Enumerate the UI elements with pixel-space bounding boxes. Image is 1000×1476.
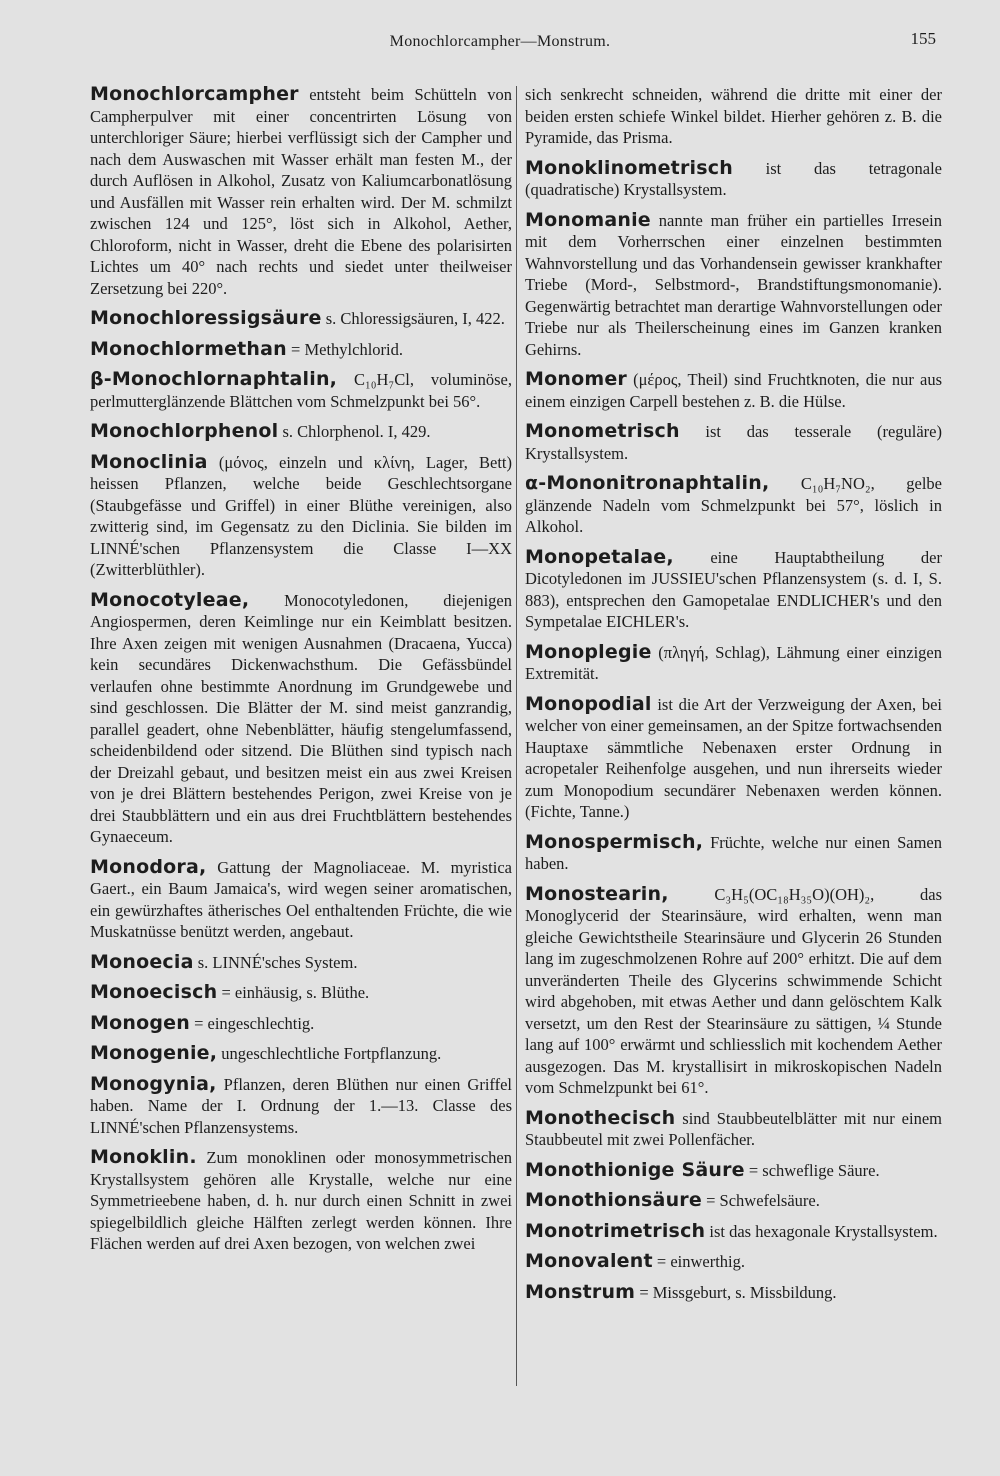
entry-text: ist das hexagonale Krystallsystem. (705, 1221, 938, 1241)
dictionary-entry (525, 1282, 942, 1304)
entry-headword: Monostearin, (525, 882, 669, 905)
entry-text: Zum monoklinen oder monosymmetrischen Krystallsystem gehören alle Krystalle, welche nur eine Symmetrieebene haben, d. h. nur durch einen Schnitt in zwei spiegelbildlich gleiche Hälften zerlegt werden können. Ihre Flächen werden auf drei Axen bezogen, von welchen zwei (90, 1148, 512, 1253)
entry-headword: Monovalent (525, 1250, 653, 1272)
entry-text: (μέρος, Theil) sind Fruchtknoten, die nur aus einem einzigen Carpell bestehen z. B. die Hülse. (525, 370, 942, 411)
dictionary-entry (90, 1043, 512, 1065)
dictionary-entry (90, 982, 512, 1004)
entry-text: C₁₀H₇Cl, voluminöse, perlmutterglänzende Blättchen vom Schmelzpunkt bei 56°. (90, 370, 512, 411)
entry-headword: Monoklinometrisch (525, 156, 733, 179)
dictionary-entry (90, 1074, 512, 1139)
entry-text: sich senkrecht schneiden, während die dritte mit einer der beiden ersten schiefe Winkel bildet. Hierher gehören z. B. die Pyramide, das Prisma. (525, 85, 942, 147)
entry-text: entsteht beim Schütteln von Campherpulver mit einer concentrirten Lösung von unterchloriger Säure; hierbei verflüssigt sich der Campher und nach dem Auswaschen mit Wasser erhält man festen M., der durch Auflösen in Alkohol, Zusatz von Kaliumcarbonatlösung und Ausfällen mit Wasser rein erhalten wird. Der M. schmilzt zwischen 124 und 125°, löst sich in Alkohol, Aether, Chloroform, nicht in Wasser, dreht die Ebene des polarisirten Lichtes um 40° nach rechts und siedet unter theilweiser Zersetzung bei 220°. (90, 85, 512, 298)
entry-text: Früchte, welche nur einen Samen haben. (525, 832, 942, 873)
dictionary-entry (90, 339, 512, 361)
dictionary-entry (525, 694, 942, 823)
entry-headword: Monogenie, (90, 1042, 218, 1064)
dictionary-entry (525, 547, 942, 633)
left-column (90, 84, 512, 1262)
dictionary-entry (525, 832, 942, 875)
entry-text: = Missgeburt, s. Missbildung. (635, 1282, 837, 1302)
dictionary-entry (525, 210, 942, 361)
dictionary-entry (90, 857, 512, 943)
entry-text: s. LINNÉ'sches System. (193, 952, 358, 972)
dictionary-entry (90, 421, 512, 443)
entry-text: = einhäusig, s. Blüthe. (217, 983, 370, 1002)
entry-headword: Monopodial (525, 692, 652, 715)
dictionary-entry (90, 452, 512, 581)
dictionary-entry (525, 473, 942, 538)
dictionary-entry (525, 884, 942, 1099)
dictionary-entry (90, 1013, 512, 1035)
dictionary-entry (525, 369, 942, 412)
entry-headword: Monogynia, (90, 1072, 217, 1095)
entry-headword: Monochlorphenol (90, 420, 279, 442)
entry-headword: Monometrisch (525, 420, 680, 442)
dictionary-entry (90, 369, 512, 412)
dictionary-entry (525, 84, 942, 149)
entry-text: Pflanzen, deren Blüthen nur einen Griffel haben. Name der I. Ordnung der 1.—13. Classe des LINNÉ'schen Pflanzensystems. (90, 1074, 512, 1137)
entry-text: ungeschlechtliche Fortpflanzung. (217, 1044, 442, 1063)
entry-text: = Methylchlorid. (286, 339, 403, 359)
entry-headword: Monoplegie (525, 640, 652, 663)
running-header: Monochlorcampher—Monstrum. (389, 33, 611, 50)
entry-headword: β-Monochlornaphtalin, (90, 368, 338, 390)
dictionary-entry (525, 1108, 942, 1151)
entry-text: s. Chloressigsäuren, I, 422. (321, 309, 505, 328)
entry-text: Monocotyledonen, diejenigen Angiospermen, deren Keimlinge nur ein Keimblatt besitzen. Ihre Axen zeigen mit wenigen Ausnahmen (Dracaena, Yucca) kein secundäres Dickenwachsthum. Die Gefässbündel verlaufen ohne bestimmte Anordnung im Grundgewebe und sind geschlossen. Die Blätter der M. sind meist ganzrandig, parallel geadert, ohne Nebenblätter, häufig stengelumfassend, scheidenbildend oder sitzend. Die Blüthen sind typisch nach der Dreizahl gebaut, und besitzen meist ein aus zwei Kreisen von je drei Blättern bestehendes Perigon, zwei Kreise von je drei Staubblättern und ein aus drei Fruchtblättern bestehendes Gynaeceum. (90, 590, 512, 846)
entry-text: (πληγή, Schlag), Lähmung einer einzigen Extremität. (525, 642, 942, 683)
page-number: 155 (910, 29, 936, 48)
dictionary-entry (90, 952, 512, 974)
entry-headword: Monomanie (525, 208, 651, 231)
entry-headword: Monstrum (525, 1280, 636, 1303)
entry-headword: Monochlorcampher (90, 83, 299, 105)
entry-headword: Monothecisch (525, 1106, 676, 1129)
entry-headword: Monothionsäure (525, 1189, 702, 1211)
entry-headword: Monoecisch (90, 981, 218, 1003)
entry-headword: Monochlormethan (90, 337, 287, 360)
entry-headword: Monothionige Säure (525, 1158, 745, 1181)
entry-headword: Monotrimetrisch (525, 1219, 706, 1242)
dictionary-entry (90, 1147, 512, 1255)
entry-text: ist das tesserale (reguläre) Krystallsystem. (525, 422, 942, 463)
dictionary-entry (525, 1221, 942, 1243)
entry-headword: Monogen (90, 1011, 190, 1034)
entry-text: s. Chlorphenol. I, 429. (278, 422, 431, 441)
dictionary-entry (525, 1251, 942, 1273)
entry-text: = Schwefelsäure. (701, 1191, 820, 1210)
entry-headword: Monocotyleae, (90, 588, 250, 611)
dictionary-entry (90, 84, 512, 299)
entry-headword: Monomer (525, 368, 627, 390)
entry-headword: α-Mononitronaphtalin, (525, 472, 770, 494)
dictionary-entry (525, 642, 942, 685)
dictionary-entry (90, 308, 512, 330)
entry-headword: Monoecia (90, 950, 194, 973)
entry-text: ist die Art der Verzweigung der Axen, bei welcher von einer gemeinsamen, an der Spitze fortwachsenden Hauptaxe sämmtliche Nebenaxen erster Ordnung in acropetaler Reihenfolge ausgehen, und nun ihrerseits wieder zum Monopodium secundärer Nebenaxen werden können. (Fichte, Tanne.) (525, 694, 942, 821)
column-divider (516, 86, 517, 1386)
entry-text: = schweflige Säure. (744, 1160, 880, 1180)
entry-text: nannte man früher ein partielles Irresein mit dem Vorherrschen einer einzelnen bestimmten Wahnvorstellung und das Vorhandensein gewisser krankhafter Triebe (Mord-, Selbstmord-, Brandstiftungsmonomanie). Gegenwärtig betrachtet man derartige Wahnvorstellungen oder Triebe nur als Theilerscheinung eines im Ganzen kranken Gehirns. (525, 210, 942, 359)
dictionary-entry (525, 1160, 942, 1182)
dictionary-entry (525, 421, 942, 464)
entry-headword: Monoclinia (90, 450, 208, 473)
entry-text: sind Staubbeutelblätter mit nur einem Staubbeutel mit zwei Pollenfächer. (525, 1108, 942, 1149)
entry-text: C₃H₅(OC₁₈H₃₅O)(OH)₂, das Monoglycerid der Stearinsäure, wird erhalten, wenn man gleiche Gewichtstheile Stearinsäure und Glycerin 26 Stunden lang im zugeschmolzenen Rohre auf 200° erhitzt. Die auf dem unveränderten Theile des Glycerins schwimmende Schicht wird abgehoben, mit etwas Aether und dann gelöschtem Kalk versetzt, um den Rest der Stearinsäure zu sättigen, ¼ Stunde lang auf 100° erwärmt und schliesslich mit kochendem Aether ausgezogen. Das M. krystallisirt in mikroskopischen Nadeln vom Schmelzpunkt bei 61°. (525, 884, 942, 1097)
entry-text: = eingeschlechtig. (189, 1013, 315, 1033)
entry-headword: Monochloressigsäure (90, 307, 322, 329)
entry-headword: Monospermisch, (525, 830, 704, 853)
entry-text: C₁₀H₇NO₂, gelbe glänzende Nadeln vom Schmelzpunkt bei 57°, löslich in Alkohol. (525, 474, 942, 536)
entry-headword: Monodora, (90, 855, 207, 878)
entry-text: = einwerthig. (652, 1252, 746, 1271)
right-column (525, 84, 942, 1310)
entry-text: (μόνος, einzeln und κλίνη, Lager, Bett) heissen Pflanzen, welche beide Geschlechtsorgane (Staubgefässe und Griffel) in einer Blüthe vereinigen, also zwitterig sind, im Gegensatz zu den Diclinia. Sie bilden im LINNÉ'schen Pflanzensystem die Classe I—XX (Zwitterblüthler). (90, 452, 512, 579)
dictionary-entry (525, 158, 942, 201)
entry-text: eine Hauptabtheilung der Dicotyledonen im JUSSIEU'schen Pflanzensystem (s. d. I, S. 883), entsprechen den Gamopetalae ENDLICHER's und den Sympetalae EICHLER's. (525, 547, 942, 631)
entry-text: ist das tetragonale (quadratische) Krystallsystem. (525, 158, 942, 199)
entry-headword: Monopetalae, (525, 545, 674, 568)
entry-text: Gattung der Magnoliaceae. M. myristica Gaert., ein Baum Jamaica's, wird wegen seiner aromatischen, ein gewürzhaftes ätherisches Oel enthaltenden Früchte, die wie Muskatnüsse benützt werden, angebaut. (90, 857, 512, 941)
entry-headword: Monoklin. (90, 1146, 197, 1168)
dictionary-entry (525, 1190, 942, 1212)
dictionary-entry (90, 590, 512, 848)
